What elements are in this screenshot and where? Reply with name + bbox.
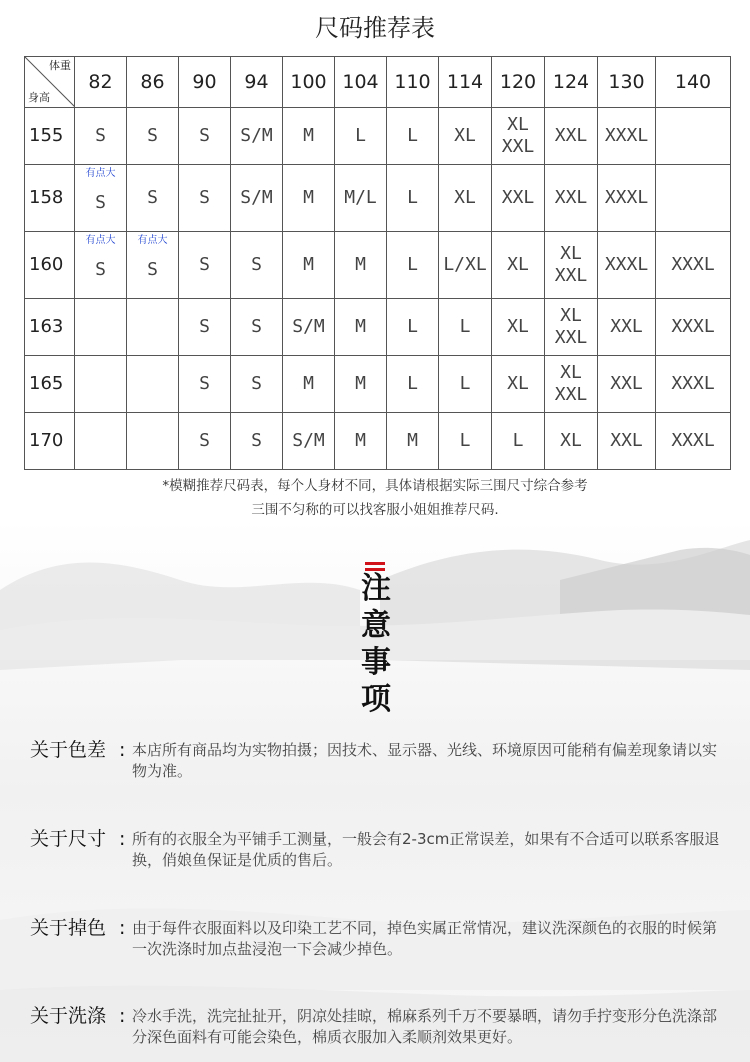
notice-text: 所有的衣服全为平铺手工测量，一般会有2-3cm正常误差，如果有不合适可以联系客服退换，俏娘鱼保证是优质的售后。 bbox=[132, 830, 720, 869]
size-cell bbox=[231, 108, 283, 165]
size-value: S bbox=[251, 254, 262, 275]
weight-header-cell: 100 bbox=[283, 57, 335, 108]
height-cell: 165 bbox=[25, 356, 75, 413]
size-value: S bbox=[95, 192, 106, 213]
size-cell bbox=[545, 299, 598, 356]
size-value: S/M bbox=[292, 316, 325, 337]
size-value: L bbox=[459, 316, 471, 337]
size-cell bbox=[387, 299, 439, 356]
size-cell bbox=[545, 232, 598, 299]
size-value: XXXL bbox=[604, 187, 649, 208]
size-cell bbox=[598, 108, 656, 165]
size-cell bbox=[656, 232, 731, 299]
slightly-large-note: 有点大 bbox=[85, 235, 116, 246]
weight-header-cell: 130 bbox=[598, 57, 656, 108]
size-value: S bbox=[199, 373, 210, 394]
size-cell bbox=[231, 299, 283, 356]
size-value: XXL bbox=[501, 136, 535, 157]
size-value: M bbox=[355, 254, 366, 275]
size-cell bbox=[75, 165, 127, 232]
size-cell bbox=[283, 165, 335, 232]
table-row bbox=[25, 299, 731, 356]
weight-header-cell: 90 bbox=[179, 57, 231, 108]
size-cell bbox=[127, 299, 179, 356]
size-value: S bbox=[95, 125, 106, 146]
size-cell bbox=[492, 413, 545, 470]
size-cell bbox=[492, 108, 545, 165]
size-value: XXL bbox=[554, 125, 588, 146]
size-cell bbox=[335, 413, 387, 470]
corner-height-label: 身高 bbox=[28, 91, 50, 104]
notice-text: 冷水手洗，洗完扯扯开，阴凉处挂晾，棉麻系列千万不要暴晒，请勿手拧变形分色洗涤部分深色面料有可能会染色，棉质衣服加入柔顺剂效果更好。 bbox=[132, 1007, 718, 1046]
size-value: XXXL bbox=[671, 316, 715, 337]
size-cell bbox=[439, 232, 492, 299]
notice-colon: : bbox=[119, 1005, 126, 1027]
size-value: XL bbox=[507, 316, 529, 337]
size-cell bbox=[335, 299, 387, 356]
size-value: XL bbox=[560, 305, 582, 326]
size-value: L bbox=[407, 125, 418, 146]
size-value: S/M bbox=[292, 430, 325, 451]
size-cell bbox=[439, 165, 492, 232]
size-cell bbox=[231, 413, 283, 470]
size-cell bbox=[127, 108, 179, 165]
size-value: M bbox=[303, 187, 314, 208]
size-cell bbox=[656, 356, 731, 413]
size-cell bbox=[283, 356, 335, 413]
disclaimer-line-2: 三围不匀称的可以找客服小姐姐推荐尺码. bbox=[251, 502, 499, 518]
height-cell: 155 bbox=[25, 108, 75, 165]
size-value: M bbox=[355, 373, 366, 394]
size-value: XL bbox=[454, 125, 476, 146]
size-value: XXL bbox=[554, 327, 588, 348]
size-cell bbox=[127, 413, 179, 470]
height-cell: 163 bbox=[25, 299, 75, 356]
heading-char: 意 bbox=[361, 608, 391, 643]
size-value: S bbox=[251, 316, 262, 337]
height-cell: 170 bbox=[25, 413, 75, 470]
notice-text: 本店所有商品均为实物拍摄；因技术、显示器、光线、环境原因可能稍有偏差现象请以实物为准。 bbox=[132, 741, 718, 780]
size-value: XXXL bbox=[604, 125, 649, 146]
size-cell bbox=[439, 356, 492, 413]
size-cell bbox=[387, 165, 439, 232]
size-value: XL bbox=[507, 114, 529, 135]
size-cell bbox=[283, 413, 335, 470]
size-cell bbox=[492, 232, 545, 299]
size-cell bbox=[335, 356, 387, 413]
notice-label: 关于洗涤 bbox=[30, 1005, 107, 1027]
notice-text: 由于每件衣服面料以及印染工艺不同，掉色实属正常情况，建议洗深颜色的衣服的时候第一次洗涤时加点盐浸泡一下会减少掉色。 bbox=[132, 919, 718, 958]
size-cell bbox=[179, 108, 231, 165]
size-value: XXL bbox=[554, 265, 588, 286]
size-value: S bbox=[147, 187, 158, 208]
size-value: L bbox=[459, 430, 471, 451]
size-value: L bbox=[355, 125, 366, 146]
size-value: XL bbox=[507, 254, 529, 275]
size-cell bbox=[598, 232, 656, 299]
size-value: XL bbox=[454, 187, 476, 208]
size-value: S bbox=[147, 125, 158, 146]
size-value: XXXL bbox=[604, 254, 649, 275]
size-value: M bbox=[407, 430, 418, 451]
corner-weight-label: 体重 bbox=[49, 59, 71, 72]
size-value: M bbox=[303, 373, 314, 394]
size-cell bbox=[492, 165, 545, 232]
notice-label: 关于色差 bbox=[30, 739, 107, 761]
size-cell bbox=[75, 232, 127, 299]
size-value: S bbox=[147, 259, 158, 280]
size-cell bbox=[492, 356, 545, 413]
size-cell bbox=[387, 413, 439, 470]
size-cell bbox=[231, 165, 283, 232]
size-value: XXL bbox=[610, 373, 643, 394]
notice-colon: : bbox=[119, 917, 126, 939]
height-cell: 158 bbox=[25, 165, 75, 232]
slightly-large-note: 有点大 bbox=[137, 235, 168, 246]
size-cell bbox=[179, 232, 231, 299]
size-value: XXXL bbox=[671, 254, 715, 275]
size-chart-table bbox=[24, 56, 731, 470]
size-cell bbox=[283, 108, 335, 165]
size-cell bbox=[335, 108, 387, 165]
size-cell bbox=[335, 232, 387, 299]
size-value: M bbox=[303, 254, 314, 275]
size-value: S bbox=[199, 125, 210, 146]
size-cell bbox=[75, 356, 127, 413]
size-cell bbox=[127, 232, 179, 299]
size-cell bbox=[545, 356, 598, 413]
size-cell bbox=[283, 232, 335, 299]
size-cell bbox=[439, 413, 492, 470]
size-cell bbox=[545, 165, 598, 232]
size-cell bbox=[656, 413, 731, 470]
heading-char: 注 bbox=[361, 571, 391, 606]
size-cell bbox=[283, 299, 335, 356]
size-value: M bbox=[355, 430, 366, 451]
size-value: S bbox=[199, 187, 210, 208]
heading-char: 项 bbox=[361, 682, 391, 717]
size-disclaimer bbox=[0, 474, 750, 522]
notice-label: 关于掉色 bbox=[30, 917, 107, 939]
size-cell bbox=[179, 413, 231, 470]
size-cell bbox=[656, 165, 731, 232]
size-value: XXL bbox=[554, 384, 588, 405]
size-value: S bbox=[199, 254, 210, 275]
size-cell bbox=[127, 165, 179, 232]
size-value: S bbox=[95, 259, 106, 280]
size-value: L bbox=[407, 254, 418, 275]
size-cell bbox=[656, 108, 731, 165]
size-cell bbox=[179, 165, 231, 232]
weight-header-cell: 114 bbox=[439, 57, 492, 108]
notice-heading bbox=[354, 570, 398, 718]
weight-header-cell: 86 bbox=[127, 57, 179, 108]
heading-char: 事 bbox=[361, 645, 391, 680]
size-cell bbox=[127, 356, 179, 413]
weight-header-cell: 94 bbox=[231, 57, 283, 108]
notice-colon: : bbox=[119, 739, 126, 761]
notice-label: 关于尺寸 bbox=[30, 828, 107, 850]
size-value: XL bbox=[560, 362, 582, 383]
table-row bbox=[25, 165, 731, 232]
size-value: XXL bbox=[554, 187, 588, 208]
size-value: S bbox=[199, 316, 210, 337]
weight-header-row bbox=[25, 57, 731, 108]
size-cell bbox=[439, 108, 492, 165]
slightly-large-note: 有点大 bbox=[85, 168, 116, 179]
size-value: L bbox=[407, 187, 418, 208]
size-value: S/M bbox=[240, 187, 273, 208]
size-cell bbox=[492, 299, 545, 356]
notice-colon: : bbox=[119, 828, 126, 850]
size-value: L bbox=[407, 373, 418, 394]
table-row bbox=[25, 356, 731, 413]
size-value: XL bbox=[507, 373, 529, 394]
size-value: L bbox=[407, 316, 418, 337]
size-cell bbox=[545, 413, 598, 470]
size-value: XXL bbox=[501, 187, 535, 208]
size-cell bbox=[387, 108, 439, 165]
size-cell bbox=[387, 232, 439, 299]
size-value: S bbox=[251, 373, 262, 394]
size-value: M bbox=[303, 125, 314, 146]
size-cell bbox=[598, 299, 656, 356]
size-cell bbox=[598, 165, 656, 232]
weight-header-cell: 110 bbox=[387, 57, 439, 108]
weight-header-cell: 124 bbox=[545, 57, 598, 108]
size-value: XXL bbox=[610, 316, 643, 337]
weight-header-cell: 82 bbox=[75, 57, 127, 108]
size-cell bbox=[75, 299, 127, 356]
size-value: L bbox=[512, 430, 524, 451]
size-value: XL bbox=[560, 430, 582, 451]
size-cell bbox=[439, 299, 492, 356]
size-value: XXL bbox=[610, 430, 643, 451]
disclaimer-line-1: *模糊推荐尺码表，每个人身材不同，具体请根据实际三围尺寸综合参考 bbox=[162, 478, 588, 494]
size-value: S bbox=[199, 430, 210, 451]
size-value: S bbox=[251, 430, 262, 451]
weight-header-cell: 140 bbox=[656, 57, 731, 108]
size-cell bbox=[231, 356, 283, 413]
size-cell bbox=[75, 108, 127, 165]
size-value: M bbox=[355, 316, 366, 337]
height-cell: 160 bbox=[25, 232, 75, 299]
size-cell bbox=[545, 108, 598, 165]
size-cell bbox=[335, 165, 387, 232]
size-value: XXXL bbox=[671, 373, 715, 394]
size-value: L bbox=[459, 373, 471, 394]
size-value: XL bbox=[560, 243, 582, 264]
size-value: XXXL bbox=[671, 430, 715, 451]
corner-cell bbox=[25, 57, 75, 108]
size-cell bbox=[75, 413, 127, 470]
size-cell bbox=[179, 299, 231, 356]
table-row bbox=[25, 232, 731, 299]
size-cell bbox=[598, 413, 656, 470]
size-value: M/L bbox=[344, 187, 377, 208]
size-value: L/XL bbox=[443, 254, 487, 275]
table-row bbox=[25, 108, 731, 165]
size-value: S/M bbox=[240, 125, 273, 146]
weight-header-cell: 104 bbox=[335, 57, 387, 108]
size-cell bbox=[231, 232, 283, 299]
weight-header-cell: 120 bbox=[492, 57, 545, 108]
page-title: 尺码推荐表 bbox=[315, 14, 435, 42]
size-cell bbox=[179, 356, 231, 413]
table-row bbox=[25, 413, 731, 470]
size-cell bbox=[656, 299, 731, 356]
size-cell bbox=[598, 356, 656, 413]
size-cell bbox=[387, 356, 439, 413]
size-chart-body bbox=[25, 57, 731, 470]
